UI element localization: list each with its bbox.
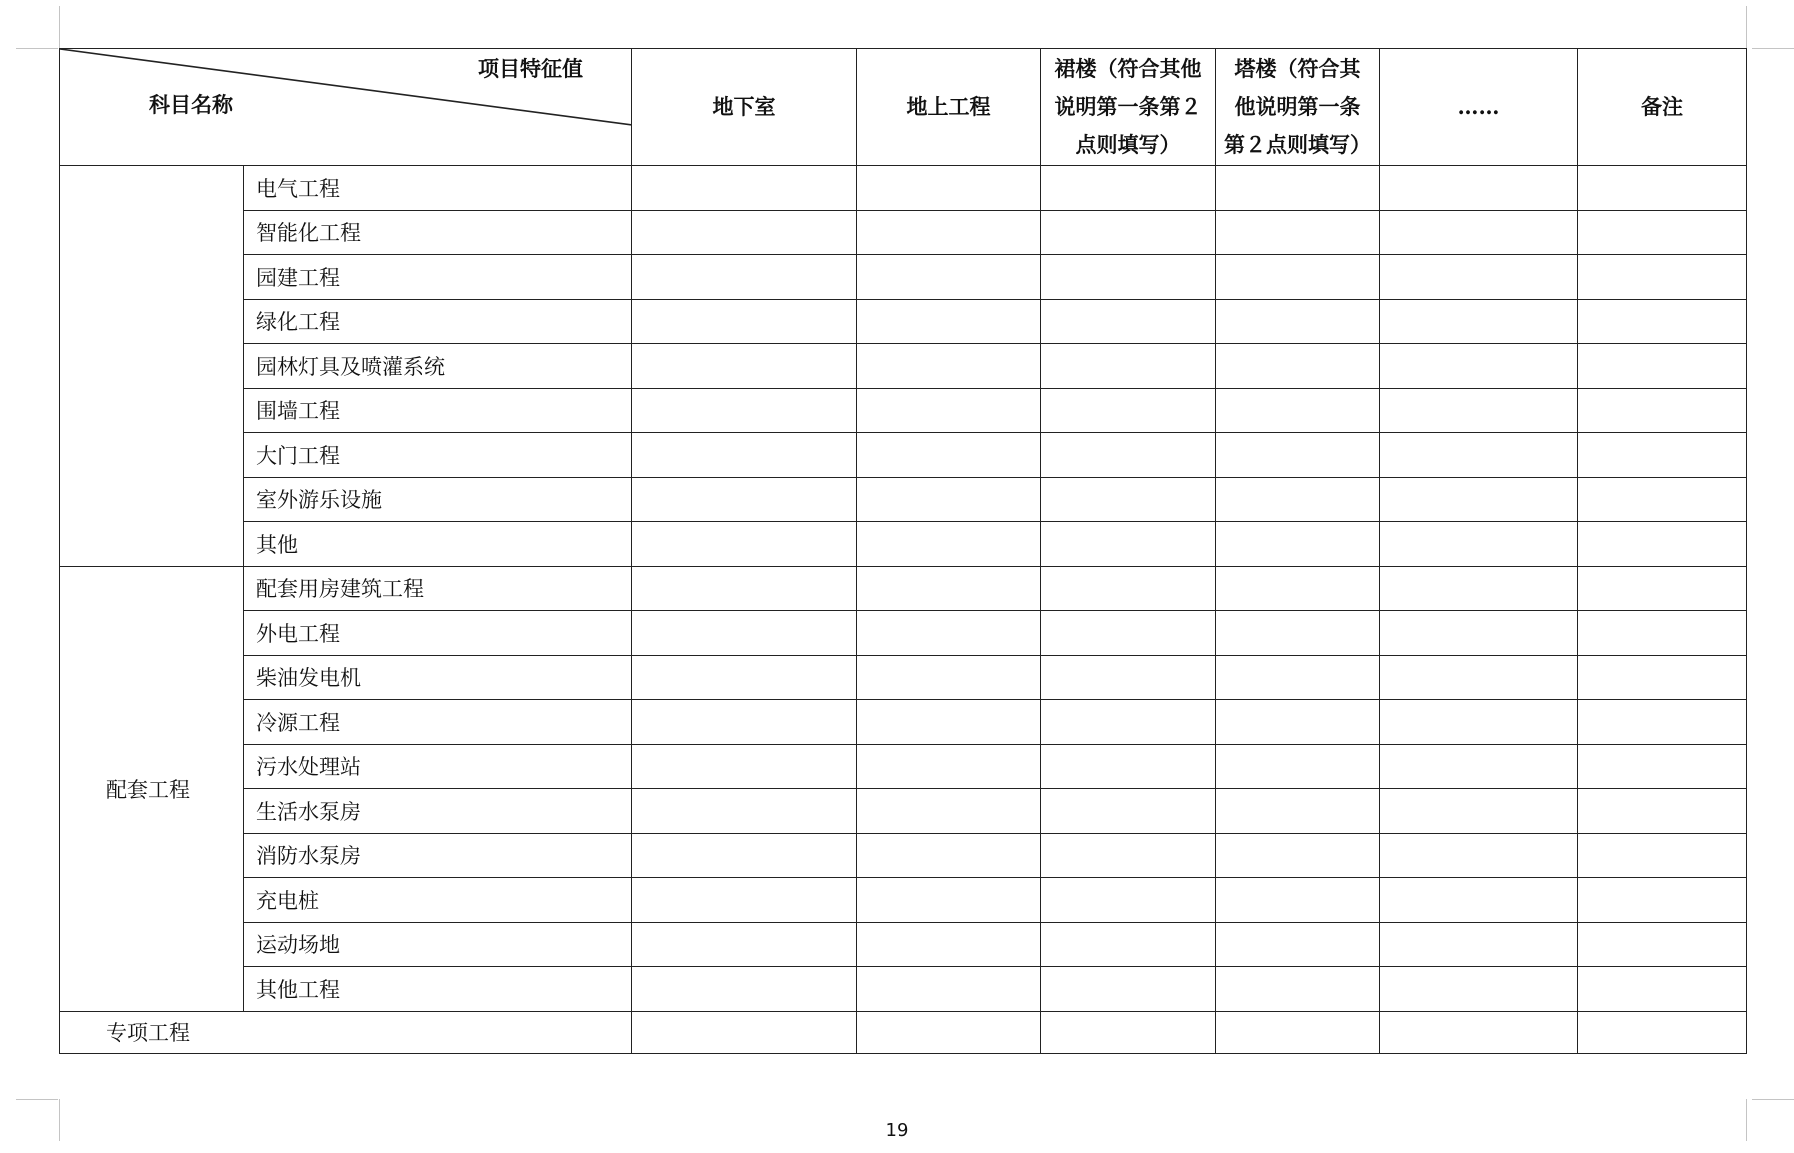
empty-value-cell bbox=[1216, 789, 1380, 834]
crop-mark-top-left-h bbox=[16, 48, 58, 49]
empty-value-cell bbox=[857, 922, 1041, 967]
empty-value-cell bbox=[857, 878, 1041, 923]
empty-value-cell bbox=[1216, 388, 1380, 433]
empty-value-cell bbox=[1216, 922, 1380, 967]
empty-value-cell bbox=[1041, 833, 1216, 878]
header-remark: 备注 bbox=[1578, 49, 1747, 166]
empty-value-cell bbox=[1380, 433, 1578, 478]
empty-value-cell bbox=[1380, 878, 1578, 923]
empty-value-cell bbox=[1578, 922, 1747, 967]
empty-value-cell bbox=[857, 388, 1041, 433]
empty-value-cell bbox=[1216, 433, 1380, 478]
empty-value-cell bbox=[632, 210, 857, 255]
item-name-cell: 室外游乐设施 bbox=[244, 477, 632, 522]
empty-value-cell bbox=[1380, 922, 1578, 967]
crop-mark-bottom-right-h bbox=[1752, 1099, 1794, 1100]
empty-value-cell bbox=[1578, 566, 1747, 611]
item-name-cell: 其他工程 bbox=[244, 967, 632, 1012]
empty-value-cell bbox=[857, 1011, 1041, 1053]
header-podium-line: 说明第一条第２ bbox=[1054, 94, 1202, 119]
empty-value-cell bbox=[1041, 967, 1216, 1012]
empty-value-cell bbox=[1041, 700, 1216, 745]
table-row bbox=[60, 433, 1747, 478]
empty-value-cell bbox=[857, 744, 1041, 789]
empty-value-cell bbox=[632, 1011, 857, 1053]
empty-value-cell bbox=[1380, 700, 1578, 745]
empty-value-cell bbox=[857, 789, 1041, 834]
item-name-cell: 围墙工程 bbox=[244, 388, 632, 433]
empty-value-cell bbox=[1216, 878, 1380, 923]
empty-value-cell bbox=[1380, 967, 1578, 1012]
item-name-cell: 消防水泵房 bbox=[244, 833, 632, 878]
item-name-cell: 绿化工程 bbox=[244, 299, 632, 344]
empty-value-cell bbox=[1380, 344, 1578, 389]
empty-value-cell bbox=[1216, 833, 1380, 878]
empty-value-cell bbox=[1380, 166, 1578, 211]
empty-value-cell bbox=[632, 344, 857, 389]
empty-value-cell bbox=[857, 655, 1041, 700]
table-row bbox=[60, 566, 1747, 611]
crop-mark-top-left-v bbox=[59, 6, 60, 48]
empty-value-cell bbox=[1041, 210, 1216, 255]
page-number: 19 bbox=[885, 1120, 909, 1141]
empty-value-cell bbox=[1578, 433, 1747, 478]
empty-value-cell bbox=[1041, 922, 1216, 967]
empty-value-cell bbox=[857, 477, 1041, 522]
table-row bbox=[60, 344, 1747, 389]
empty-value-cell bbox=[632, 744, 857, 789]
empty-value-cell bbox=[857, 433, 1041, 478]
special-project-cell: 专项工程 bbox=[60, 1011, 632, 1053]
empty-value-cell bbox=[1578, 744, 1747, 789]
empty-value-cell bbox=[857, 299, 1041, 344]
empty-value-cell bbox=[857, 611, 1041, 656]
empty-value-cell bbox=[1380, 744, 1578, 789]
item-name-cell: 生活水泵房 bbox=[244, 789, 632, 834]
diagonal-header-cell bbox=[60, 49, 632, 166]
table-row bbox=[60, 833, 1747, 878]
empty-value-cell bbox=[1216, 700, 1380, 745]
empty-value-cell bbox=[1216, 344, 1380, 389]
empty-value-cell bbox=[1041, 477, 1216, 522]
header-row bbox=[60, 49, 1747, 166]
empty-value-cell bbox=[1041, 611, 1216, 656]
cost-item-table bbox=[59, 48, 1747, 1054]
item-name-cell: 其他 bbox=[244, 522, 632, 567]
table-row bbox=[60, 655, 1747, 700]
table-row bbox=[60, 700, 1747, 745]
empty-value-cell bbox=[1041, 789, 1216, 834]
table-row bbox=[60, 255, 1747, 300]
header-podium-line: 裙楼（符合其他 bbox=[1054, 56, 1202, 81]
group-label-cell bbox=[60, 166, 244, 567]
empty-value-cell bbox=[1041, 388, 1216, 433]
empty-value-cell bbox=[632, 566, 857, 611]
empty-value-cell bbox=[1380, 522, 1578, 567]
empty-value-cell bbox=[1216, 611, 1380, 656]
crop-mark-top-right-h bbox=[1752, 48, 1794, 49]
empty-value-cell bbox=[1578, 967, 1747, 1012]
empty-value-cell bbox=[1041, 655, 1216, 700]
header-feature-value: 项目特征值 bbox=[478, 56, 583, 81]
empty-value-cell bbox=[1578, 255, 1747, 300]
empty-value-cell bbox=[632, 967, 857, 1012]
empty-value-cell bbox=[1216, 655, 1380, 700]
empty-value-cell bbox=[1578, 477, 1747, 522]
empty-value-cell bbox=[1578, 344, 1747, 389]
header-ellipsis: …… bbox=[1380, 49, 1578, 166]
table-row bbox=[60, 789, 1747, 834]
table-row bbox=[60, 388, 1747, 433]
empty-value-cell bbox=[1578, 166, 1747, 211]
empty-value-cell bbox=[1578, 522, 1747, 567]
empty-value-cell bbox=[1380, 833, 1578, 878]
empty-value-cell bbox=[1578, 655, 1747, 700]
empty-value-cell bbox=[632, 922, 857, 967]
empty-value-cell bbox=[1216, 967, 1380, 1012]
header-tower-line: 塔楼（符合其 bbox=[1234, 56, 1361, 81]
table-row bbox=[60, 1011, 1747, 1053]
empty-value-cell bbox=[1578, 611, 1747, 656]
empty-value-cell bbox=[632, 789, 857, 834]
empty-value-cell bbox=[1578, 210, 1747, 255]
empty-value-cell bbox=[632, 166, 857, 211]
header-subject-name: 科目名称 bbox=[149, 92, 233, 117]
empty-value-cell bbox=[1380, 255, 1578, 300]
header-tower bbox=[1216, 49, 1380, 166]
table-row bbox=[60, 611, 1747, 656]
empty-value-cell bbox=[1578, 299, 1747, 344]
empty-value-cell bbox=[1578, 833, 1747, 878]
empty-value-cell bbox=[1041, 566, 1216, 611]
empty-value-cell bbox=[857, 967, 1041, 1012]
empty-value-cell bbox=[632, 522, 857, 567]
empty-value-cell bbox=[632, 655, 857, 700]
table-row bbox=[60, 922, 1747, 967]
item-name-cell: 智能化工程 bbox=[244, 210, 632, 255]
empty-value-cell bbox=[1578, 388, 1747, 433]
empty-value-cell bbox=[1380, 789, 1578, 834]
header-tower-line: 他说明第一条 bbox=[1234, 94, 1361, 119]
empty-value-cell bbox=[1216, 210, 1380, 255]
table-row bbox=[60, 210, 1747, 255]
table-row bbox=[60, 522, 1747, 567]
empty-value-cell bbox=[1216, 255, 1380, 300]
empty-value-cell bbox=[857, 255, 1041, 300]
item-name-cell: 园建工程 bbox=[244, 255, 632, 300]
table-row bbox=[60, 967, 1747, 1012]
table-row bbox=[60, 477, 1747, 522]
empty-value-cell bbox=[1380, 611, 1578, 656]
empty-value-cell bbox=[1041, 744, 1216, 789]
empty-value-cell bbox=[1041, 522, 1216, 567]
empty-value-cell bbox=[632, 433, 857, 478]
header-basement: 地下室 bbox=[632, 49, 857, 166]
empty-value-cell bbox=[632, 878, 857, 923]
group-label-cell: 配套工程 bbox=[60, 566, 244, 1011]
empty-value-cell bbox=[1578, 700, 1747, 745]
empty-value-cell bbox=[857, 700, 1041, 745]
empty-value-cell bbox=[1380, 299, 1578, 344]
item-name-cell: 大门工程 bbox=[244, 433, 632, 478]
empty-value-cell bbox=[1041, 433, 1216, 478]
empty-value-cell bbox=[1041, 255, 1216, 300]
item-name-cell: 运动场地 bbox=[244, 922, 632, 967]
empty-value-cell bbox=[1041, 344, 1216, 389]
empty-value-cell bbox=[1380, 655, 1578, 700]
empty-value-cell bbox=[857, 344, 1041, 389]
empty-value-cell bbox=[1578, 789, 1747, 834]
empty-value-cell bbox=[1041, 166, 1216, 211]
header-podium-line: 点则填写） bbox=[1075, 132, 1181, 157]
empty-value-cell bbox=[1216, 744, 1380, 789]
empty-value-cell bbox=[1216, 1011, 1380, 1053]
item-name-cell: 充电桩 bbox=[244, 878, 632, 923]
item-name-cell: 园林灯具及喷灌系统 bbox=[244, 344, 632, 389]
empty-value-cell bbox=[632, 700, 857, 745]
header-tower-line: 第２点则填写） bbox=[1224, 132, 1371, 157]
empty-value-cell bbox=[1216, 166, 1380, 211]
empty-value-cell bbox=[1041, 299, 1216, 344]
empty-value-cell bbox=[632, 255, 857, 300]
header-above-ground: 地上工程 bbox=[857, 49, 1041, 166]
empty-value-cell bbox=[1041, 1011, 1216, 1053]
empty-value-cell bbox=[1216, 566, 1380, 611]
empty-value-cell bbox=[632, 833, 857, 878]
empty-value-cell bbox=[1216, 522, 1380, 567]
empty-value-cell bbox=[857, 166, 1041, 211]
table-row bbox=[60, 166, 1747, 211]
table-row bbox=[60, 878, 1747, 923]
empty-value-cell bbox=[857, 522, 1041, 567]
empty-value-cell bbox=[1578, 878, 1747, 923]
item-name-cell: 外电工程 bbox=[244, 611, 632, 656]
item-name-cell: 电气工程 bbox=[244, 166, 632, 211]
empty-value-cell bbox=[632, 477, 857, 522]
item-name-cell: 柴油发电机 bbox=[244, 655, 632, 700]
empty-value-cell bbox=[632, 611, 857, 656]
empty-value-cell bbox=[632, 388, 857, 433]
empty-value-cell bbox=[1380, 477, 1578, 522]
empty-value-cell bbox=[1216, 477, 1380, 522]
empty-value-cell bbox=[1380, 1011, 1578, 1053]
table-row bbox=[60, 744, 1747, 789]
header-podium bbox=[1041, 49, 1216, 166]
empty-value-cell bbox=[1380, 388, 1578, 433]
item-name-cell: 冷源工程 bbox=[244, 700, 632, 745]
empty-value-cell bbox=[1041, 878, 1216, 923]
item-name-cell: 配套用房建筑工程 bbox=[244, 566, 632, 611]
empty-value-cell bbox=[632, 299, 857, 344]
empty-value-cell bbox=[857, 210, 1041, 255]
empty-value-cell bbox=[1216, 299, 1380, 344]
empty-value-cell bbox=[1380, 210, 1578, 255]
crop-mark-bottom-left-h bbox=[16, 1099, 58, 1100]
item-name-cell: 污水处理站 bbox=[244, 744, 632, 789]
empty-value-cell bbox=[857, 566, 1041, 611]
empty-value-cell bbox=[1380, 566, 1578, 611]
empty-value-cell bbox=[857, 833, 1041, 878]
crop-mark-top-right-v bbox=[1746, 6, 1747, 48]
empty-value-cell bbox=[1578, 1011, 1747, 1053]
table-row bbox=[60, 299, 1747, 344]
